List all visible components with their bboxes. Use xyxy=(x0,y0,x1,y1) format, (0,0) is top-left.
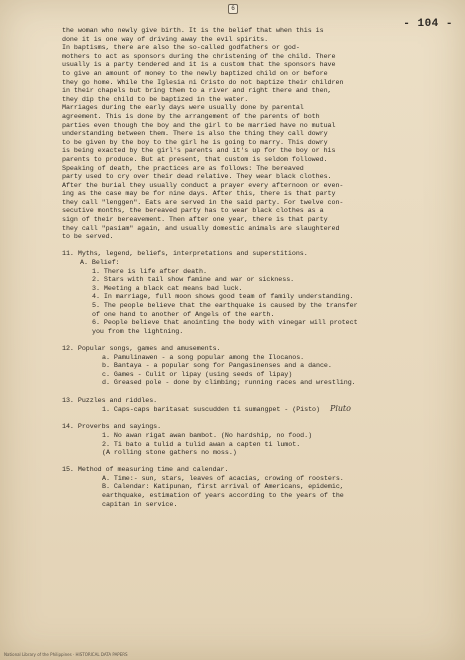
section-13-item xyxy=(62,405,447,415)
paragraph-line: ing as the case may be for nine days. After this, there is that party xyxy=(62,190,336,199)
belief-item: 2. Stars with tail show famine and war or sickness. xyxy=(92,276,295,285)
paragraph-line: In baptisms, there are also the so-called godfathers or god- xyxy=(62,44,300,53)
paragraph-line: is being exacted by the girl's parents and it's up for the boy or his xyxy=(62,147,336,156)
page-number: - 104 - xyxy=(403,18,453,30)
paragraph-line: sign of their bereavement. Then after one year, there is that party xyxy=(62,216,328,225)
belief-item: of one hand to another of Angels of the earth. xyxy=(92,310,275,319)
paragraph-line: understanding between them. There is also the thing they call dowry xyxy=(62,130,328,139)
archive-footer: National Library of the Philippines · HISTORICAL DATA PAPERS xyxy=(4,652,128,657)
riddle-text: 1. Caps-caps baritasat suscudden ti sumangpet - (Pisto) xyxy=(102,406,320,415)
belief-item: 6. People believe that anointing the body with vinegar will protect xyxy=(92,319,358,328)
time-method-item: earthquake, estimation of years according to the years of the xyxy=(102,492,344,501)
paragraph-line: agreement. This is done by the arrangement of the parents of both xyxy=(62,112,320,121)
belief-item: 1. There is life after death. xyxy=(92,267,207,276)
section-11-items xyxy=(62,268,447,337)
proverb-item: 1. No awan rigat awan bambot. (No hardship, no food.) xyxy=(102,431,313,440)
belief-item: 4. In marriage, full moon shows good team of family understanding. xyxy=(92,293,354,302)
section-12-items xyxy=(62,354,447,388)
section-13-heading: 13. Puzzles and riddles. xyxy=(62,396,158,405)
section-14-items xyxy=(62,432,447,458)
time-method-item: A. Time:- sun, stars, leaves of acacias, crowing of roosters. xyxy=(102,474,344,483)
proverb-item: 2. Ti bato a tulid a tulid awan a capten ti lumot. xyxy=(102,440,301,449)
paragraph-line: Marriages during the early days were usually done by parental xyxy=(62,104,304,113)
belief-item: 3. Meeting a black cat means bad luck. xyxy=(92,284,243,293)
section-15-heading: 15. Method of measuring time and calendar. xyxy=(62,466,229,475)
punch-hole-mark: 6 xyxy=(228,4,238,14)
paragraph-line: they call "lenggen". Eats are served in the said party. For twelve con- xyxy=(62,198,344,207)
handwritten-note: Pluto xyxy=(329,405,351,414)
paragraph-line: they call "pasiam" again, and usually domestic animals are slaughtered xyxy=(62,224,340,233)
section-11-heading: 11. Myths, legend, beliefs, interpretations and superstitions. xyxy=(62,250,308,259)
song-game-item: d. Greased pole - done by climbing; running races and wrestling. xyxy=(102,379,356,388)
paragraph-line: Speaking of death, the practices are as follows: The bereaved xyxy=(62,164,304,173)
paragraph-line: they dip the child to be baptized in the water. xyxy=(62,95,249,104)
proverb-item: (A rolling stone gathers no moss.) xyxy=(102,449,237,458)
section-11-sub-a: A. Belief: xyxy=(80,259,120,268)
paragraph-line: parties even though the boy and the girl to be married have no mutual xyxy=(62,121,336,130)
paragraph-line: in their chapels but bring them to a river and right there and then, xyxy=(62,87,332,96)
paragraph-line: parents to produce. But at present, that custom is seldom followed. xyxy=(62,155,328,164)
top-paragraphs xyxy=(62,27,447,242)
paragraph-line: the woman who newly give birth. It is the belief that when this is xyxy=(62,27,324,35)
paragraph-line: mothers to act as sponsors during the christening of the child. There xyxy=(62,52,336,61)
belief-item: you from the lightning. xyxy=(92,327,184,336)
section-15-items xyxy=(62,475,447,509)
paragraph-line: to give an amount of money to the newly baptized child on or before xyxy=(62,69,328,78)
paragraph-line: party used to cry over their dead relative. They wear black clothes. xyxy=(62,173,332,182)
time-method-item: capitan in service. xyxy=(102,500,178,509)
paragraph-line: secutive months, the bereaved party has to wear black clothes as a xyxy=(62,207,324,216)
paragraph-line: done it is one way of driving away the evil spirits. xyxy=(62,35,269,44)
song-game-item: b. Bantaya - a popular song for Pangasinenses and a dance. xyxy=(102,362,332,371)
paragraph-line: usually is a party tendered and it is a custom that the sponsors have xyxy=(62,61,336,70)
song-game-item: c. Games - Culit or lipay (using seeds of lipay) xyxy=(102,370,293,379)
paragraph-line: to be served. xyxy=(62,233,114,242)
song-game-item: a. Pamulinawen - a song popular among the Ilocanos. xyxy=(102,353,305,362)
paragraph-line: they go home. While the Iglesia ni Cristo do not baptize their children xyxy=(62,78,344,87)
document-body xyxy=(62,27,447,509)
section-14-heading: 14. Proverbs and sayings. xyxy=(62,423,162,432)
time-method-item: B. Calendar: Katipunan, first arrival of Americans, epidemic, xyxy=(102,483,344,492)
belief-item: 5. The people believe that the earthquake is caused by the transfer xyxy=(92,302,358,310)
paragraph-line: to be given by the boy to the girl he is going to marry. This dowry xyxy=(62,138,328,147)
paragraph-line: After the burial they usually conduct a prayer every afternoon or even- xyxy=(62,181,344,190)
section-12-heading: 12. Popular songs, games and amusements. xyxy=(62,344,221,353)
